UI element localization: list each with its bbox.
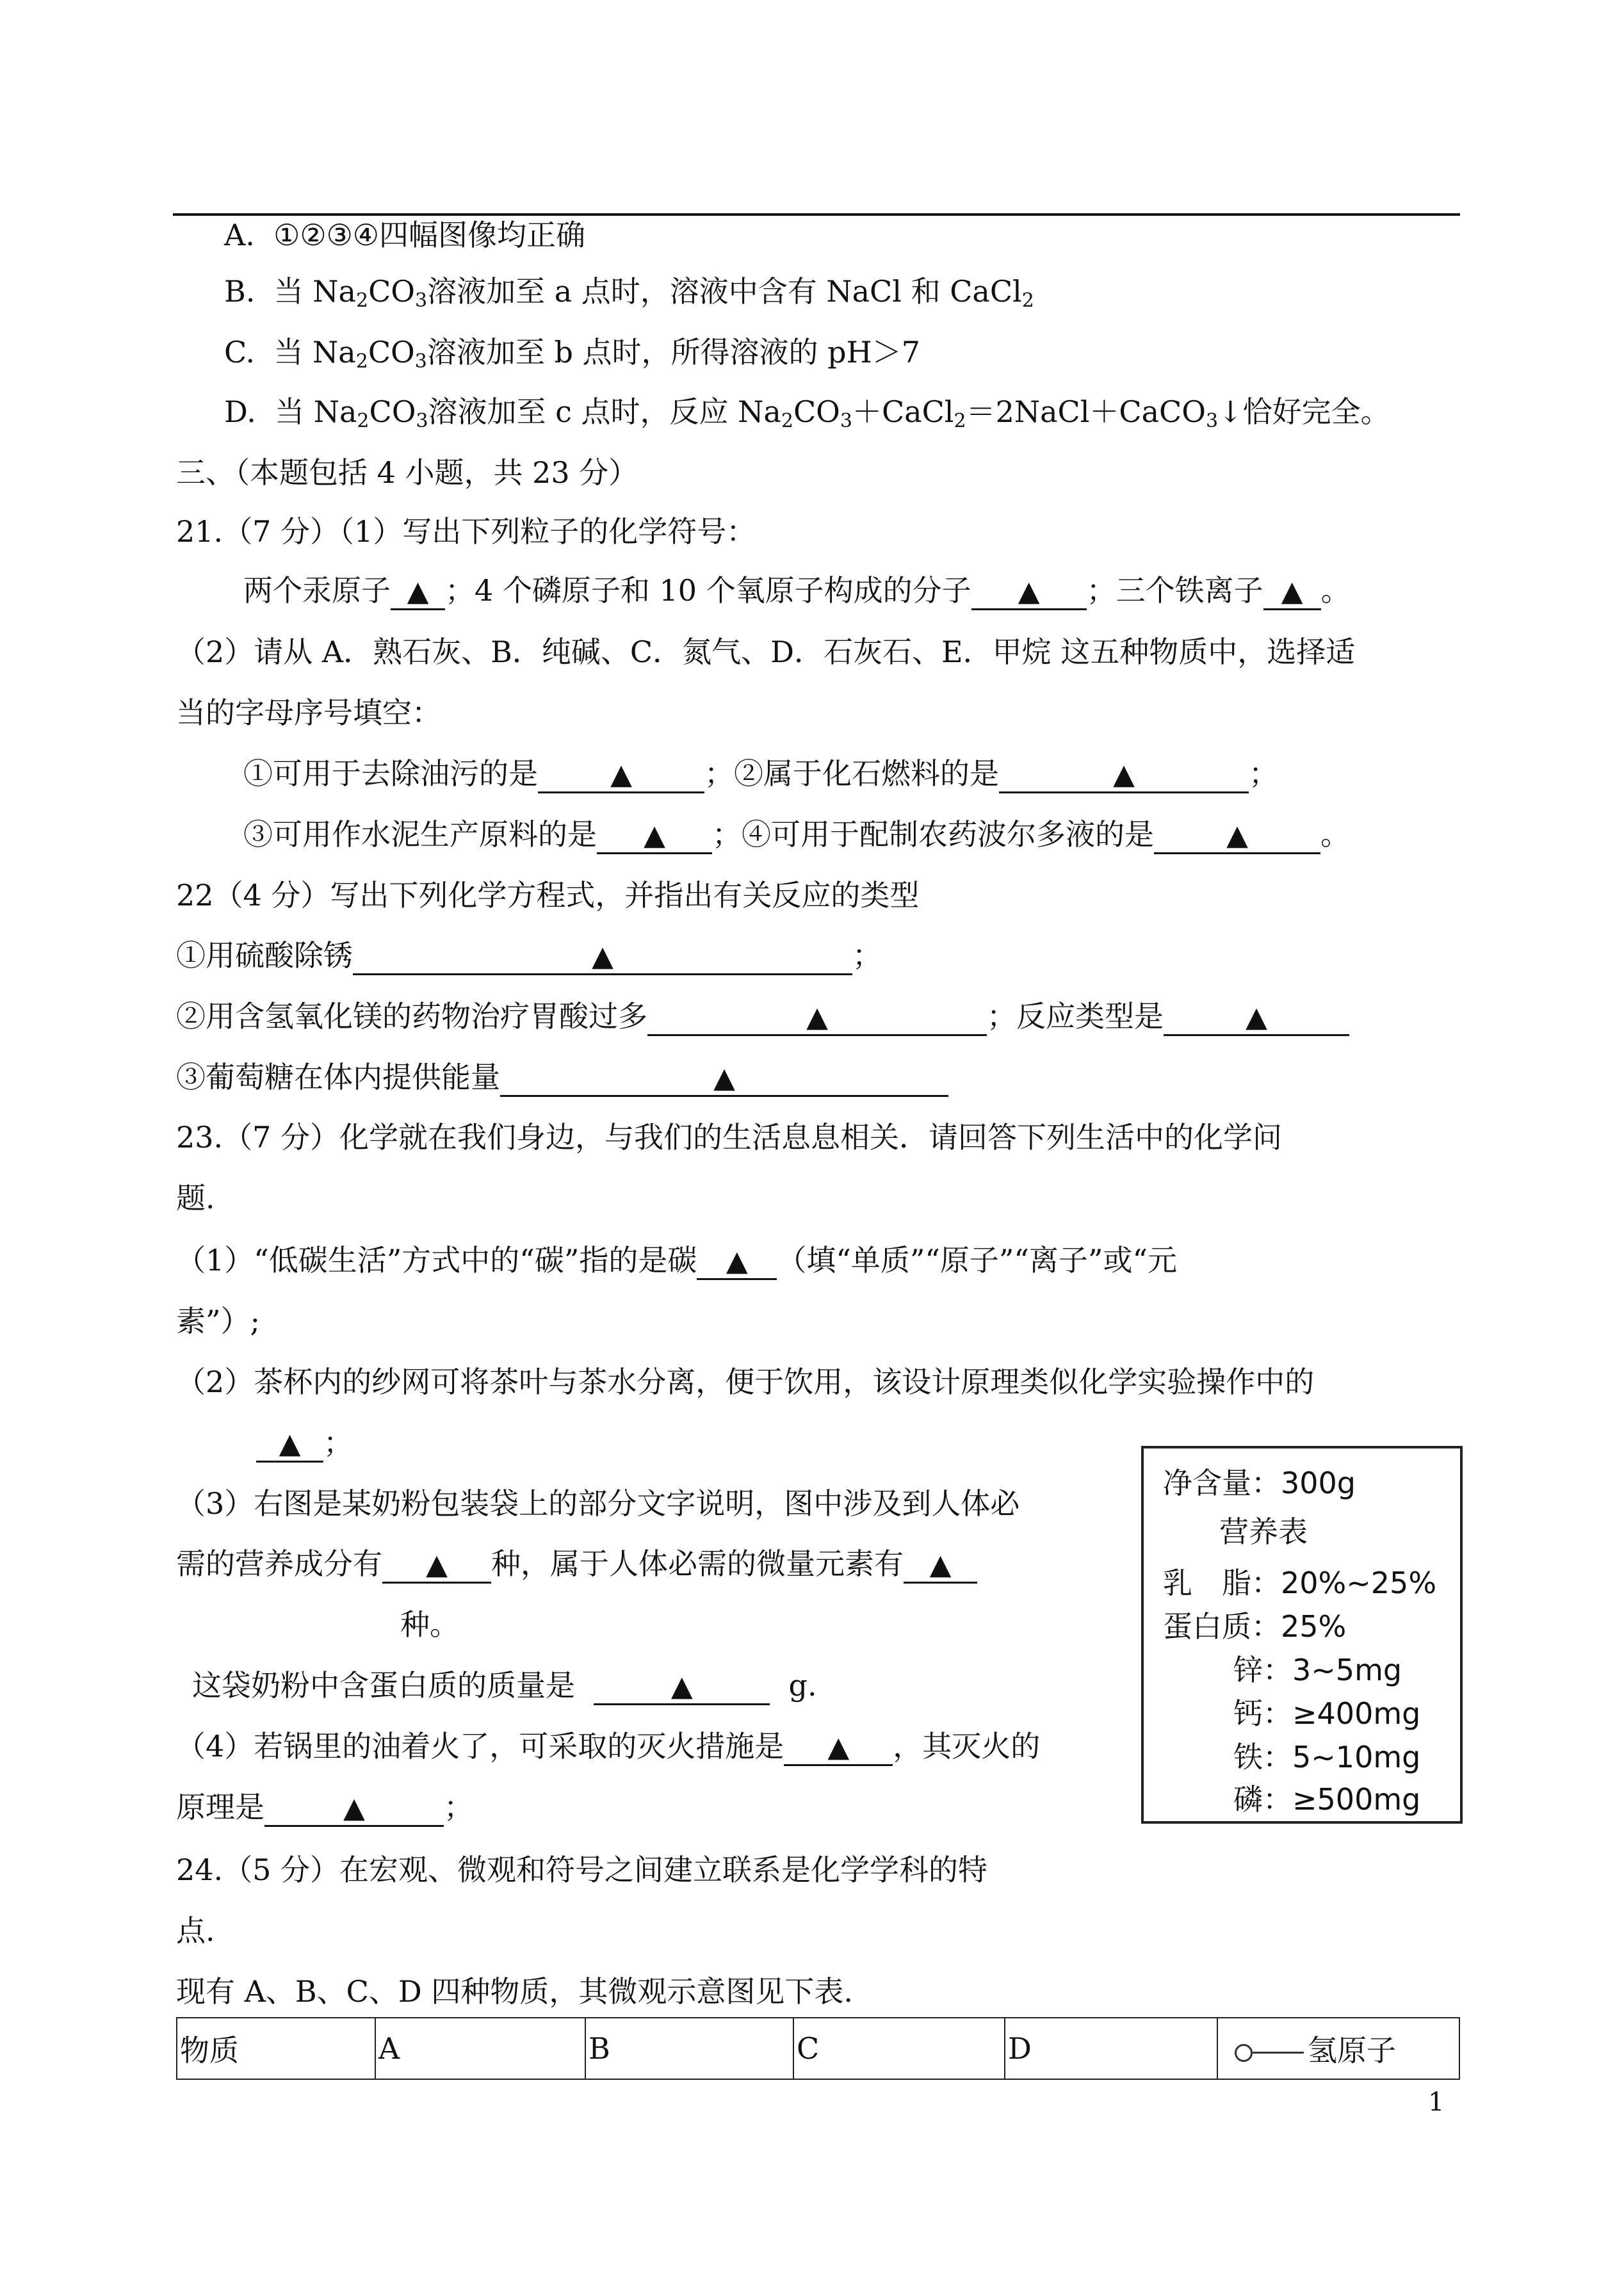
nutrition-title: 营养表: [1219, 1514, 1308, 1549]
answer-blank[interactable]: ▲: [1246, 1001, 1267, 1034]
q22-head: 22（4 分）写出下列化学方程式，并指出有关反应的类型: [176, 878, 920, 912]
answer-blank[interactable]: ▲: [1281, 575, 1303, 608]
q23-part2-cont: ▲ ；: [256, 1423, 353, 1463]
table-cell: A: [375, 2018, 585, 2079]
answer-blank[interactable]: ▲: [1113, 758, 1135, 791]
nutrition-zinc: 锌：3~5mg: [1233, 1653, 1402, 1687]
table-cell: 物质: [177, 2018, 375, 2079]
q21-line3: 当的字母序号填空：: [176, 695, 441, 730]
option-d: D. 当 $Na_2CO_3$溶液加至 c 点时，反应 $Na_2CO_3+CaCl_2=2NaCl+CaCO_3↓$恰好完全。: [224, 394, 1390, 432]
q23-part3-line2: 需的营养成分有 ▲ 种，属于人体必需的微量元素有 ▲: [176, 1545, 977, 1584]
answer-blank[interactable]: ▲: [713, 1062, 735, 1094]
option-a: A. ①②③④四幅图像均正确: [224, 218, 586, 252]
hydrogen-atom-icon: [1235, 2044, 1253, 2062]
answer-blank[interactable]: ▲: [929, 1548, 952, 1581]
answer-blank[interactable]: ▲: [1018, 575, 1040, 608]
answer-blank[interactable]: ▲: [670, 1670, 693, 1703]
substance-table: [176, 2017, 1460, 2080]
net-weight: 净含量：300g: [1163, 1466, 1356, 1500]
page-number: 1: [1428, 2088, 1445, 2117]
q23-part4-line2: 原理是 ▲ ；: [176, 1788, 473, 1827]
answer-blank[interactable]: ▲: [343, 1792, 365, 1824]
answer-blank[interactable]: ▲: [610, 758, 632, 791]
nutrition-fat: 乳 脂：20%~25%: [1163, 1566, 1437, 1600]
answer-blank[interactable]: ▲: [279, 1427, 301, 1460]
table-cell: C: [793, 2018, 1005, 2079]
q22-line3: ③葡萄糖在体内提供能量 ▲: [176, 1058, 948, 1097]
answer-blank[interactable]: ▲: [407, 575, 429, 608]
legend-cell: [1217, 2018, 1459, 2079]
q23-part1-cont: 素”）;: [176, 1304, 261, 1338]
table-cell: D: [1005, 2018, 1217, 2079]
table-cell: B: [585, 2018, 793, 2079]
q21-line4: ①可用于去除油污的是 ▲ ；②属于化石燃料的是 ▲ ；: [243, 754, 1278, 793]
q21-line1: 两个汞原子 ▲ ；4 个磷原子和 10 个氧原子构成的分子 ▲ ；三个铁离子 ▲ 。: [243, 571, 1351, 610]
nutrition-label-box: [1141, 1446, 1463, 1824]
q22-line1: ①用硫酸除锈 ▲ ；: [176, 936, 882, 975]
q24-line2: 现有 A、B、C、D 四种物质，其微观示意图见下表.: [176, 1974, 853, 2009]
option-c: C. 当 $Na_2CO_3$溶液加至 b 点时，所得溶液的 pH＞7: [224, 335, 920, 373]
q23-head: 23.（7 分）化学就在我们身边，与我们的生活息息相关．请回答下列生活中的化学问: [176, 1120, 1283, 1155]
q21-line2: （2）请从 A．熟石灰、B．纯碱、C．氮气、D．石灰石、E．甲烷 这五种物质中，选择适: [176, 635, 1356, 669]
answer-blank[interactable]: ▲: [644, 819, 665, 852]
answer-blank[interactable]: ▲: [426, 1548, 448, 1581]
nutrition-protein: 蛋白质：25%: [1163, 1609, 1347, 1644]
answer-blank[interactable]: ▲: [592, 940, 613, 973]
q23-part3-line3: 种。: [400, 1607, 459, 1642]
q21-line5: ③可用作水泥生产原料的是 ▲ ；④可用于配制农药波尔多液的是 ▲ 。: [243, 815, 1350, 854]
option-b: B. 当 $Na_2CO_3$溶液加至 a 点时，溶液中含有 NaCl 和 CaCl$_2$: [224, 274, 1034, 312]
nutrition-phosphorus: 磷：≥500mg: [1233, 1782, 1421, 1817]
legend-label: 氢原子: [1308, 2033, 1396, 2068]
answer-blank[interactable]: ▲: [827, 1731, 850, 1764]
q23-part4: （4）若锅里的油着火了，可采取的灭火措施是 ▲ ，其灭火的: [176, 1727, 1040, 1766]
section-3-title: 三、（本题包括 4 小题，共 23 分）: [176, 455, 638, 490]
nutrition-calcium: 钙：≥400mg: [1233, 1696, 1421, 1731]
q23-part3-line4: 这袋奶粉中含蛋白质的质量是 ▲ g.: [192, 1666, 817, 1705]
q24-head: 24.（5 分）在宏观、微观和符号之间建立联系是化学学科的特: [176, 1853, 988, 1887]
q23-part1: （1）“低碳生活”方式中的“碳”指的是碳 ▲ （填“单质”“原子”“离子”或“元: [176, 1241, 1177, 1280]
nutrition-iron: 铁：5~10mg: [1233, 1740, 1421, 1774]
legend-line: [1253, 2052, 1304, 2054]
answer-blank[interactable]: ▲: [726, 1245, 748, 1277]
answer-blank[interactable]: ▲: [806, 1001, 828, 1034]
q21-head: 21.（7 分）（1）写出下列粒子的化学符号：: [176, 514, 756, 549]
q23-head2: 题.: [176, 1181, 215, 1215]
q23-part2: （2）茶杯内的纱网可将茶叶与茶水分离，便于饮用，该设计原理类似化学实验操作中的: [176, 1365, 1315, 1399]
answer-blank[interactable]: ▲: [1226, 819, 1248, 852]
q23-part3: （3）右图是某奶粉包装袋上的部分文字说明，图中涉及到人体必: [176, 1486, 1020, 1521]
q24-head2: 点.: [176, 1913, 215, 1948]
table-row: [177, 2018, 1459, 2079]
q22-line2: ②用含氢氧化镁的药物治疗胃酸过多 ▲ ；反应类型是 ▲: [176, 997, 1349, 1036]
